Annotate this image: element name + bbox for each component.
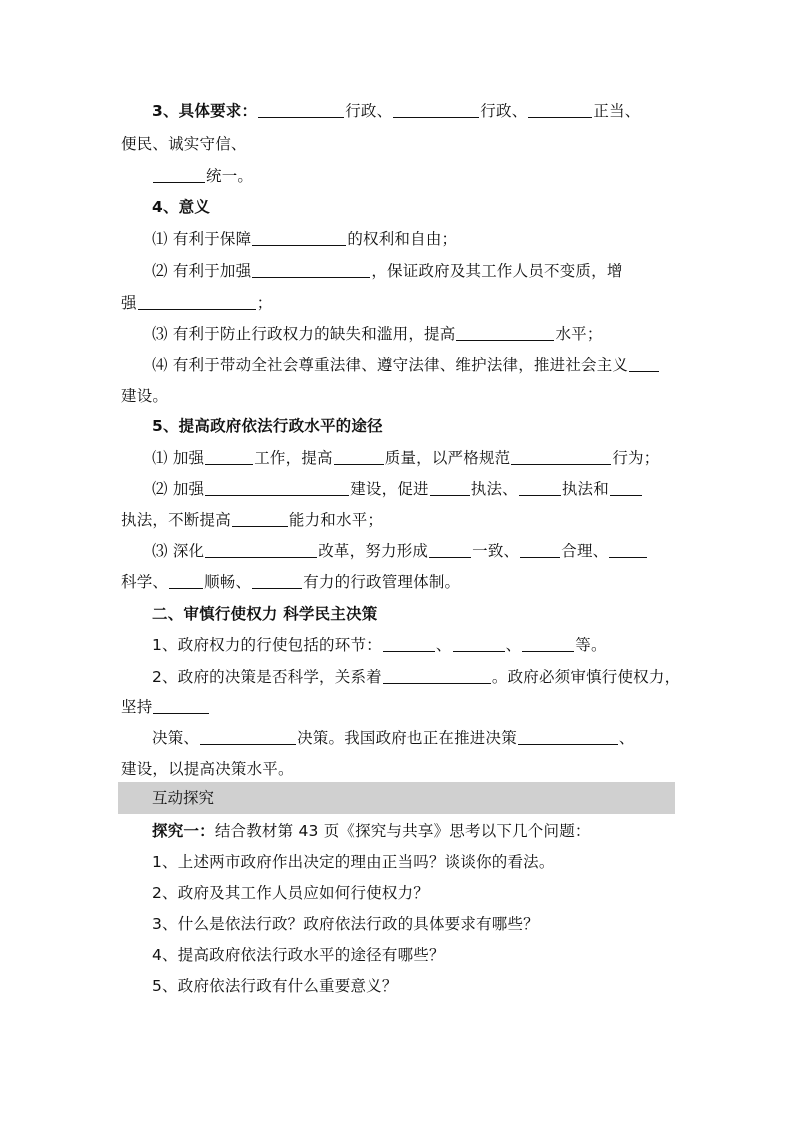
blank: [383, 667, 491, 684]
part2-heading: 二、审慎行使权力 科学民主决策: [152, 605, 378, 623]
blank: [522, 635, 574, 652]
section3-line3: 统一。: [152, 165, 253, 187]
section4-point3: ⑶ 有利于防止行政权力的缺失和滥用，提高 水平；: [152, 325, 603, 343]
blank: [519, 479, 561, 496]
section4-heading: 4、意义: [152, 198, 211, 216]
section4-point1: ⑴ 有利于保障 的权利和自由；: [152, 230, 458, 248]
section4-point4-cont: 建设。: [121, 387, 169, 405]
section5-point1: ⑴ 加强 工作，提高 质量，以严格规范 行为；: [152, 449, 660, 467]
blank: [609, 541, 647, 558]
interactive-band-title: 互动探究: [152, 789, 215, 807]
section4-point2: ⑵ 有利于加强 ，保证政府及其工作人员不变质，增: [152, 262, 623, 280]
interactive-band: [118, 782, 675, 814]
question-item: 5、政府依法行政有什么重要意义？: [152, 977, 398, 995]
blank: [456, 324, 554, 341]
section4-point2-cont: 强 ；: [121, 294, 273, 312]
section5-heading: 5、提高政府依法行政水平的途径: [152, 417, 383, 435]
section3-line2: 便民、诚实守信、: [121, 135, 247, 153]
blank: [169, 572, 203, 589]
section5-point3: ⑶ 深化 改革，努力形成 一致、 合理、: [152, 540, 648, 562]
part2-q2-cont2: 决策、 决策。我国政府也正在推进决策 、: [152, 729, 635, 747]
section3-heading: 3、具体要求：: [152, 102, 258, 120]
question-item: 2、政府及其工作人员应如何行使权力？: [152, 884, 429, 902]
blank: [138, 293, 256, 310]
blank: [153, 166, 205, 183]
blank: [511, 448, 611, 465]
question-item: 1、上述两市政府作出决定的理由正当吗？谈谈你的看法。: [152, 853, 555, 871]
section5-point2-cont: 执法，不断提高 能力和水平；: [121, 511, 384, 529]
section5-point2: ⑵ 加强 建设，促进 执法、 执法和: [152, 478, 643, 500]
section5-point3-cont: 科学、 顺畅、 有力的行政管理体制。: [121, 573, 461, 591]
section4-point4: ⑷ 有利于带动全社会尊重法律、遵守法律、维护法律，推进社会主义: [152, 354, 660, 376]
blank: [430, 479, 470, 496]
blank: [205, 448, 253, 465]
part2-q2-cont3: 建设，以提高决策水平。: [121, 760, 294, 778]
blank: [453, 635, 505, 652]
question-item: 3、什么是依法行政？政府依法行政的具体要求有哪些？: [152, 915, 539, 933]
part2-q1: 1、政府权力的行使包括的环节： 、 、 等。: [152, 636, 607, 654]
blank: [520, 541, 560, 558]
blank: [252, 572, 302, 589]
blank: [393, 101, 479, 118]
blank: [200, 728, 296, 745]
blank: [205, 479, 349, 496]
explore-intro: 探究一：结合教材第 43 页《探究与共享》思考以下几个问题：: [152, 822, 591, 840]
blank: [528, 101, 592, 118]
blank: [334, 448, 384, 465]
blank: [232, 510, 288, 527]
blank: [429, 541, 471, 558]
blank: [153, 697, 209, 714]
question-item: 4、提高政府依法行政水平的途径有哪些？: [152, 946, 445, 964]
blank: [610, 479, 642, 496]
section3-line1: 3、具体要求： 行政、 行政、 正当、: [152, 102, 641, 120]
part2-q2-cont: 坚持: [121, 696, 210, 718]
blank: [258, 101, 344, 118]
blank: [383, 635, 435, 652]
blank: [518, 728, 618, 745]
blank: [629, 355, 659, 372]
blank: [252, 261, 370, 278]
part2-q2: 2、政府的决策是否科学，关系着 。政府必须审慎行使权力，: [152, 668, 681, 686]
blank: [205, 541, 317, 558]
blank: [252, 229, 346, 246]
